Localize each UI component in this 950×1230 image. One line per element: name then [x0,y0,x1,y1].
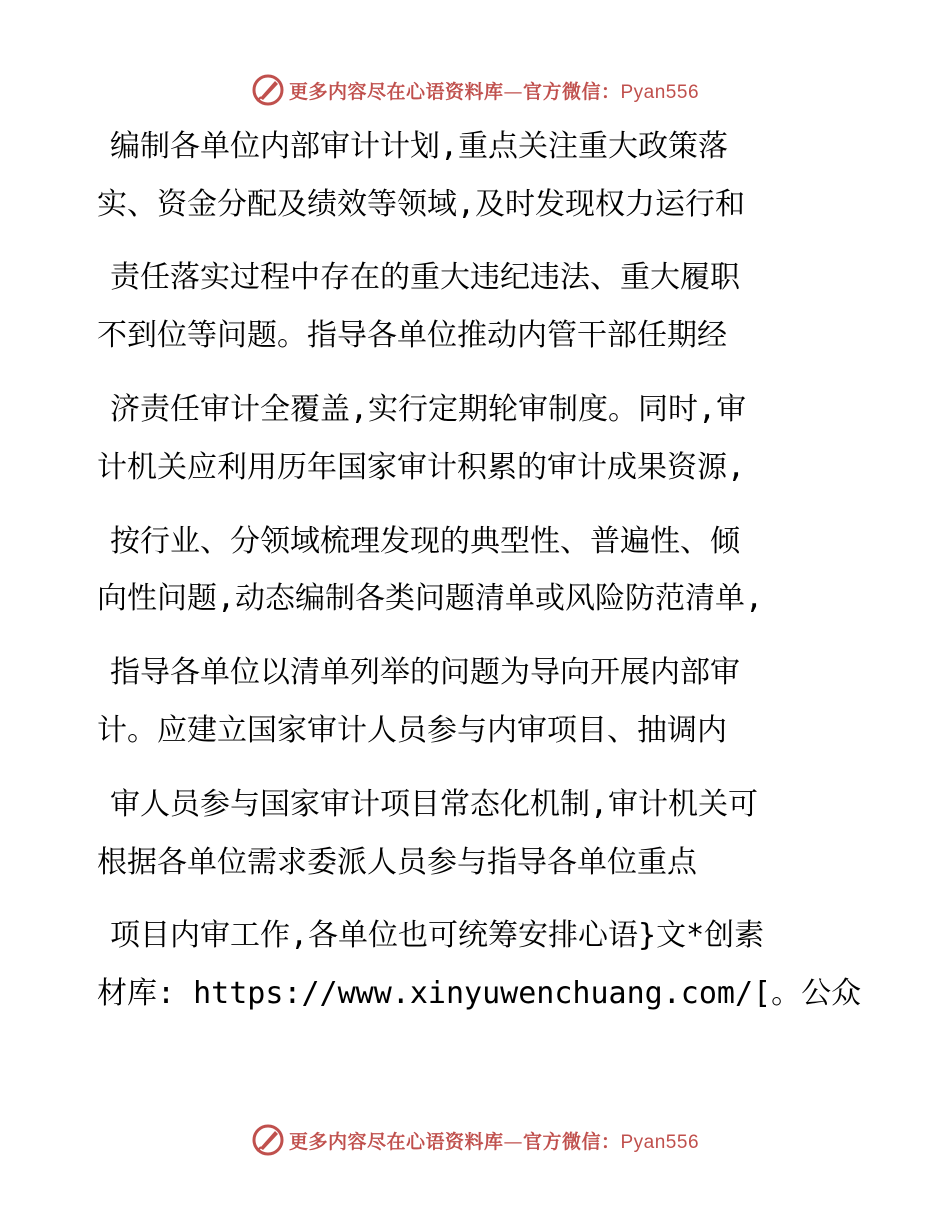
body-line: 按行业、分领域梳理发现的典型性、普遍性、倾 [110,524,740,559]
watermark-title: 更多内容尽在心语资料库 [288,80,504,103]
body-line: 材库: https://www.xinyuwenchuang.com/[。公众 [97,976,862,1011]
body-line: 实、资金分配及绩效等领域,及时发现权力运行和 [97,187,746,222]
body-line: 不到位等问题。指导各单位推动内管干部任期经 [97,318,727,353]
body-line: 责任落实过程中存在的重大违纪违法、重大履职 [110,260,740,295]
watermark-title: 更多内容尽在心语资料库 [288,1130,504,1153]
watermark-wechat-label: 官方微信： [522,1130,621,1153]
body-line: 根据各单位需求委派人员参与指导各单位重点 [97,845,697,880]
body-line: 计。应建立国家审计人员参与内审项目、抽调内 [97,713,727,748]
body-line: 向性问题,动态编制各类问题清单或风险防范清单, [97,581,764,616]
body-line: 项目内审工作,各单位也可统筹安排心语}文*创素 [110,918,765,953]
footer-watermark [0,1120,950,1160]
watermark-separator: — [503,1130,523,1153]
watermark-wechat-label: 官方微信： [522,80,621,103]
body-line: 指导各单位以清单列举的问题为导向开展内部审 [110,655,740,690]
body-line: 编制各单位内部审计计划,重点关注重大政策落 [110,129,729,164]
watermark-separator: — [503,80,523,103]
body-line: 济责任审计全覆盖,实行定期轮审制度。同时,审 [110,392,747,427]
watermark-text [289,1127,699,1154]
body-line: 计机关应利用历年国家审计积累的审计成果资源, [97,450,746,485]
quill-logo-icon [251,1123,285,1157]
body-line: 审人员参与国家审计项目常态化机制,审计机关可 [110,787,759,822]
watermark-wechat-id: Pyan556 [620,81,700,103]
watermark-wechat-id: Pyan556 [620,1131,700,1153]
